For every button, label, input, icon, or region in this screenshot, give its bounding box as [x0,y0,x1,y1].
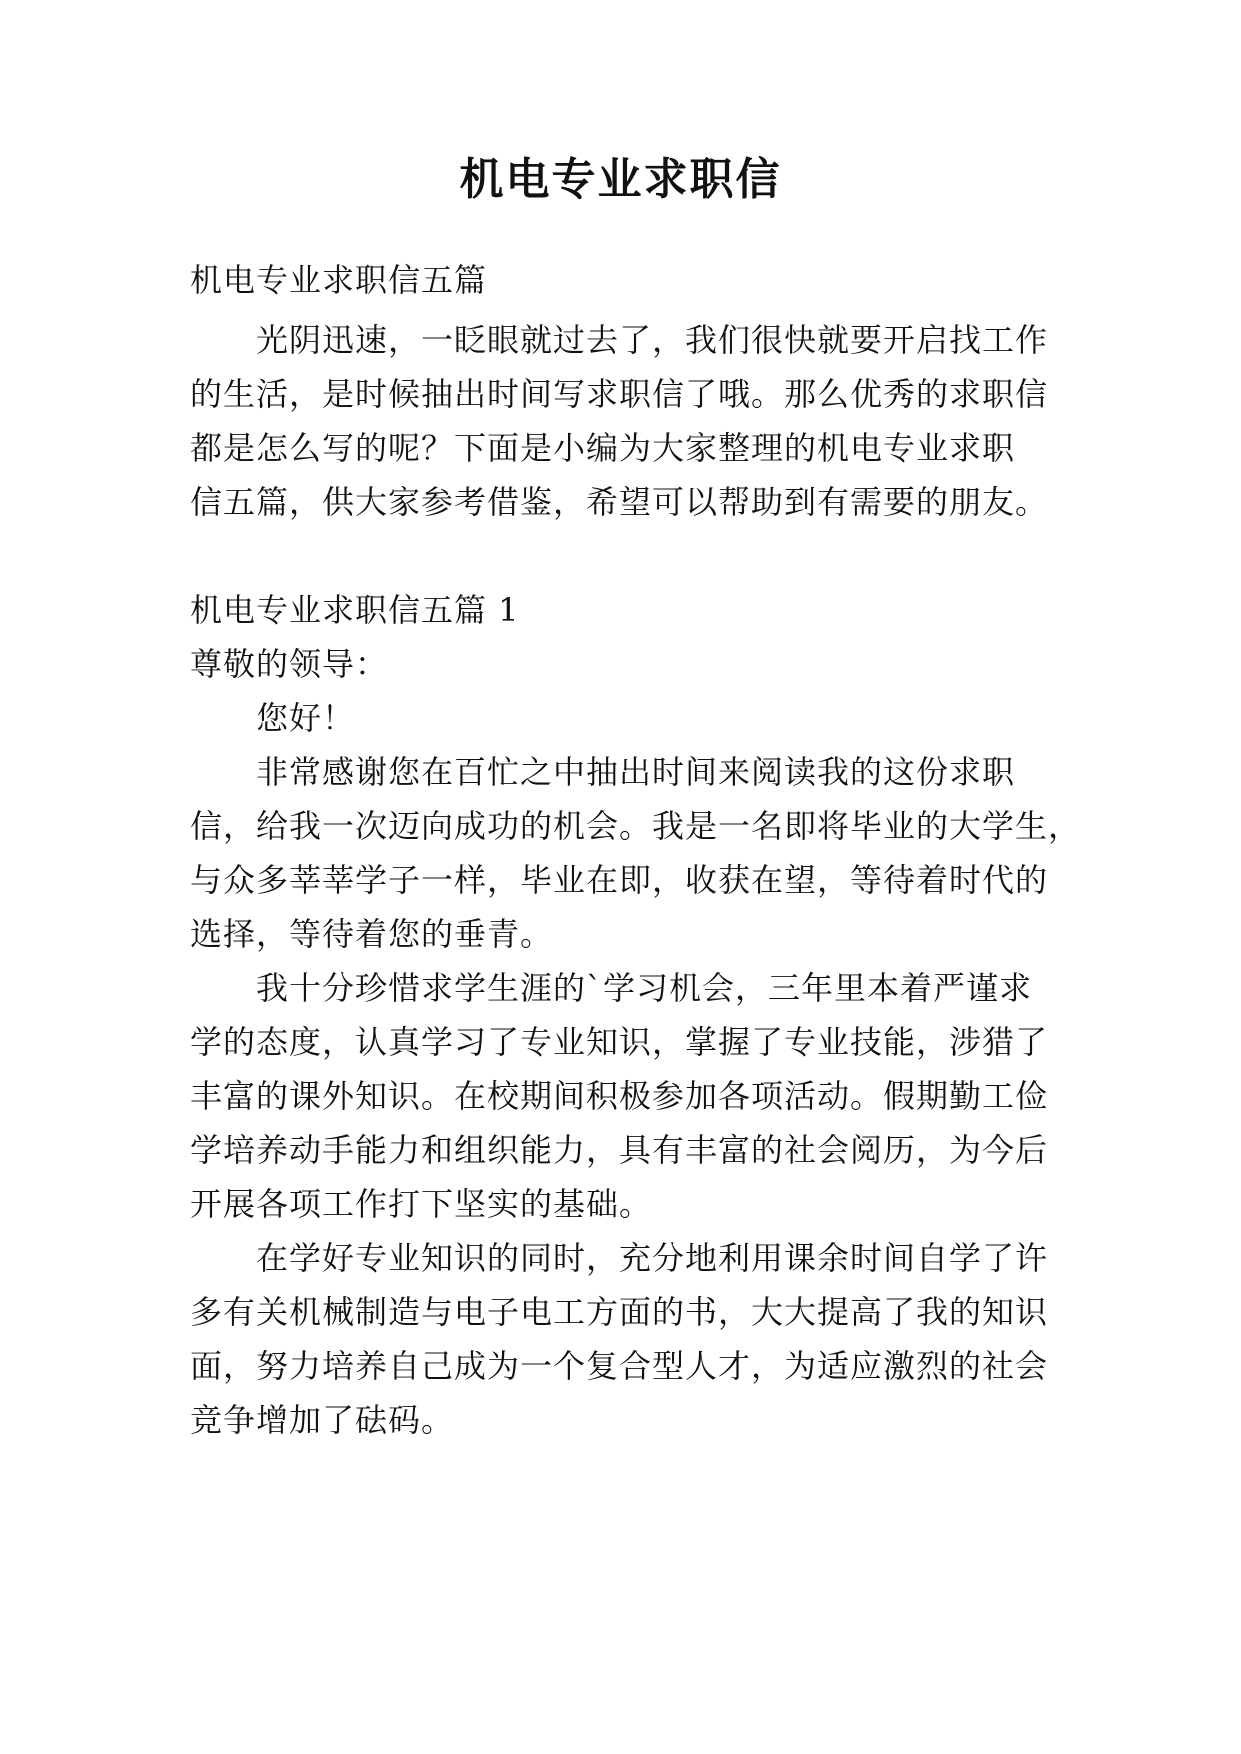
document-subtitle: 机电专业求职信五篇 [190,261,488,299]
paragraph-line: 与众多莘莘学子一样，毕业在即，收获在望，等待着时代的 [190,861,1049,899]
paragraph-line: 非常感谢您在百忙之中抽出时间来阅读我的这份求职 [256,753,1016,791]
paragraph-line: 学培养动手能力和组织能力，具有丰富的社会阅历，为今后 [190,1131,1049,1169]
intro-line: 光阴迅速，一眨眼就过去了，我们很快就要开启找工作 [256,321,1049,359]
greeting: 您好！ [256,699,356,737]
paragraph-line: 丰富的课外知识。在校期间积极参加各项活动。假期勤工俭 [190,1077,1049,1115]
document-title: 机电专业求职信 [459,154,782,205]
paragraph-line: 信，给我一次迈向成功的机会。我是一名即将毕业的大学生， [190,807,1082,845]
section-heading: 机电专业求职信五篇 1 [190,591,520,629]
paragraph-line: 竞争增加了砝码。 [190,1401,455,1439]
paragraph-line: 选择，等待着您的垂青。 [190,915,554,953]
paragraph-line: 开展各项工作打下坚实的基础。 [190,1185,653,1223]
paragraph-line: 面，努力培养自己成为一个复合型人才，为适应激烈的社会 [190,1347,1049,1385]
salutation: 尊敬的领导： [190,645,389,683]
paragraph-line: 学的态度，认真学习了专业知识，掌握了专业技能，涉猎了 [190,1023,1049,1061]
paragraph-line: 多有关机械制造与电子电工方面的书，大大提高了我的知识 [190,1293,1049,1331]
paragraph-line: 我十分珍惜求学生涯的`学习机会，三年里本着严谨求 [256,969,1033,1007]
intro-line: 都是怎么写的呢？下面是小编为大家整理的机电专业求职 [190,429,1016,467]
intro-line: 信五篇，供大家参考借鉴，希望可以帮助到有需要的朋友。 [190,483,1049,521]
paragraph-line: 在学好专业知识的同时，充分地利用课余时间自学了许 [256,1239,1049,1277]
intro-line: 的生活，是时候抽出时间写求职信了哦。那么优秀的求职信 [190,375,1049,413]
